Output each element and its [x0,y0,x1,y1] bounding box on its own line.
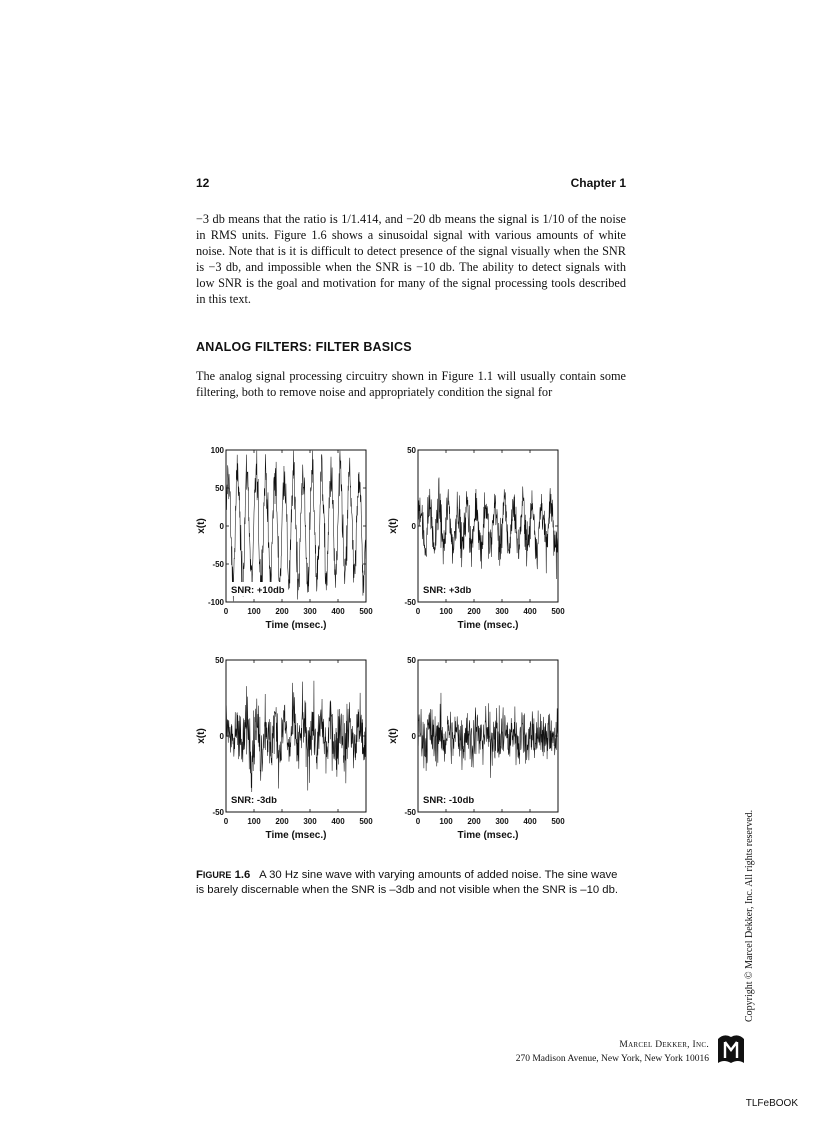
x-tick-label: 100 [439,607,453,616]
x-tick-label: 200 [467,817,481,826]
x-tick-label: 400 [523,607,537,616]
x-tick-label: 300 [303,607,317,616]
body-paragraph-1: −3 db means that the ratio is 1/1.414, and −20 db means the signal is 1/10 of the noise in RMS units. Figure 1.6 shows a sinusoidal signal with various amounts of white noise. Note that is it is difficult to detect presence of the signal visually when the SNR is −3 db, and impossible when the SNR is −10 db. The ability to detect signals with low SNR is the goal and motivation for many of the signal processing tools described in this text. [196,212,626,306]
x-tick-label: 0 [223,817,229,826]
x-tick-label: 500 [359,607,373,616]
x-tick-label: 300 [495,607,509,616]
section-heading: ANALOG FILTERS: FILTER BASICS [196,340,412,354]
x-tick-label: 400 [523,817,537,826]
y-tick-label: -50 [404,598,416,607]
x-tick-label: 0 [415,817,421,826]
chart-panel-2 [388,446,565,631]
snr-annotation: SNR: -10db [423,795,475,806]
y-axis-label: x(t) [196,518,207,534]
y-axis-label: x(t) [196,728,207,744]
x-axis-label: Time (msec.) [457,620,519,631]
footer-tag: TLFeBOOK [745,1098,798,1109]
y-tick-label: -50 [404,808,416,817]
signal-trace [418,478,558,579]
x-tick-label: 300 [303,817,317,826]
snr-annotation: SNR: +10db [231,585,285,596]
x-axis-label: Time (msec.) [457,830,519,841]
y-tick-label: 0 [219,522,224,531]
y-tick-label: 0 [411,522,416,531]
x-tick-label: 200 [275,607,289,616]
y-tick-label: 0 [411,732,416,741]
y-axis-label: x(t) [388,728,399,744]
x-tick-label: 400 [331,817,345,826]
x-tick-label: 0 [415,607,421,616]
plot-frame [418,450,558,602]
caption-label: FIGURE 1.6 [196,869,251,881]
snr-annotation: SNR: +3db [423,585,472,596]
y-tick-label: 50 [407,656,416,665]
signal-trace [226,451,366,601]
x-axis-label: Time (msec.) [265,620,327,631]
caption-text: A 30 Hz sine wave with varying amounts of added noise. The sine wave is barely discernable when the SNR is –3db and not visible when the SNR is –10 db. [196,869,618,896]
x-tick-label: 500 [551,817,565,826]
y-tick-label: -50 [212,808,224,817]
snr-annotation: SNR: -3db [231,795,277,806]
x-tick-label: 300 [495,817,509,826]
x-tick-label: 500 [359,817,373,826]
x-tick-label: 100 [247,607,261,616]
x-tick-label: 0 [223,607,229,616]
y-tick-label: 0 [219,732,224,741]
chapter-label: Chapter 1 [570,176,626,190]
copyright-notice: Copyright © Marcel Dekker, Inc. All rights reserved. [744,809,755,1022]
body-paragraph-2: The analog signal processing circuitry shown in Figure 1.1 will usually contain some filtering, both to remove noise and appropriately condition the signal for [196,369,626,399]
y-tick-label: 50 [215,484,224,493]
y-tick-label: 50 [215,656,224,665]
signal-trace [226,681,366,793]
page-number: 12 [196,176,210,190]
y-tick-label: -50 [212,560,224,569]
y-tick-label: -100 [207,598,224,607]
x-tick-label: 400 [331,607,345,616]
y-tick-label: 50 [407,446,416,455]
chart-panel-1 [196,446,373,631]
signal-trace [418,693,558,778]
x-tick-label: 100 [247,817,261,826]
x-tick-label: 100 [439,817,453,826]
x-tick-label: 200 [467,607,481,616]
figure-plots [190,436,580,856]
figure-caption [196,868,628,898]
y-tick-label: 100 [210,446,224,455]
x-tick-label: 200 [275,817,289,826]
y-axis-label: x(t) [388,518,399,534]
publisher-logo-icon [716,1033,746,1072]
x-tick-label: 500 [551,607,565,616]
figure-1-6 [190,436,580,861]
publisher-name: Marcel Dekker, Inc. [619,1040,709,1050]
chart-panel-3 [196,656,373,841]
publisher-address: 270 Madison Avenue, New York, New York 10016 [515,1054,709,1064]
x-axis-label: Time (msec.) [265,830,327,841]
chart-panel-4 [388,656,565,841]
